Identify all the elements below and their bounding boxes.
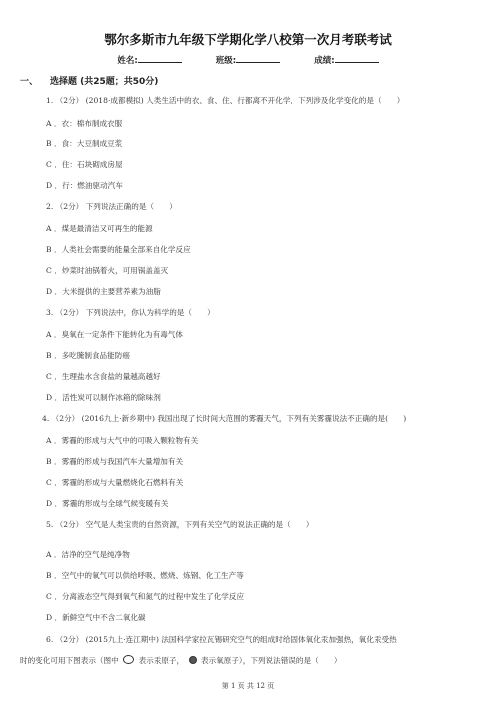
question-5-option-d: D ．新鲜空气中不含二氧化碳	[46, 613, 146, 622]
question-6-continuation	[20, 655, 341, 666]
question-4-option-d: D ．雾霾的形成与全球气候变暖有关	[46, 499, 169, 508]
document-title: 鄂尔多斯市九年级下学期化学八校第一次月考联考试	[104, 32, 392, 47]
name-blank	[138, 54, 182, 63]
question-6: 6. （2分） (2015九上·连江期中) 法国科学家拉瓦锡研究空气的组成时给固体氧化汞加强热，氧化汞受热	[46, 635, 397, 644]
class-label: 班级:	[215, 56, 237, 66]
name-label: 姓名:	[117, 56, 138, 66]
question-6-text-part2: 表示汞原子，	[138, 656, 185, 665]
question-1: 1. （2分） (2018·成都模拟) 人类生活中的衣、食、住、行都离不开化学．下列涉及化学变化的是（ ）	[46, 96, 405, 105]
question-5: 5. （2分） 空气是人类宝贵的自然资源，下列有关空气的说法正确的是（ ）	[46, 520, 314, 529]
question-3-option-a: A ．臭氧在一定条件下能转化为有毒气体	[46, 330, 183, 339]
question-3-option-d: D ．活性炭可以制作冰箱的除味剂	[46, 393, 161, 402]
page-footer: 第 1 页 共 12 页	[221, 682, 275, 690]
question-5-option-b: B ．空气中的氧气可以供给呼吸、燃烧、炼钢、化工生产等	[46, 571, 244, 580]
question-2-option-a: A ．煤是最清洁又可再生的能源	[46, 224, 153, 233]
question-4-option-c: C ．雾霾的形成与大量燃烧化石燃料有关	[46, 478, 184, 487]
question-2-option-d: D ．大米提供的主要营养素为油脂	[46, 287, 161, 296]
score-label: 成绩:	[314, 56, 335, 66]
question-1-option-a: A ．衣：棉布制成衣服	[46, 119, 123, 128]
name-field	[117, 54, 181, 66]
question-1-option-b: B ．食：大豆制成豆浆	[46, 139, 123, 148]
question-3: 3. （2分） 下列说法中，你认为科学的是（ ）	[46, 308, 215, 317]
question-1-option-d: D ．行：燃油驱动汽车	[46, 181, 123, 190]
mercury-atom-icon	[123, 655, 134, 664]
score-field	[314, 54, 378, 66]
section-title: 选择题 (共25题；共50分)	[50, 77, 159, 87]
question-3-option-b: B ．多吃腌制食品能防癌	[46, 351, 130, 360]
question-4-option-a: A ．雾霾的形成与大气中的可吸入颗粒物有关	[46, 436, 199, 445]
question-4-option-b: B ．雾霾的形成与我国汽车大量增加有关	[46, 457, 184, 466]
question-6-text-part3: 表示氧原子），下列说法错误的是（ ）	[200, 656, 342, 665]
class-field	[216, 54, 280, 66]
section-heading	[20, 74, 158, 87]
question-6-text-part1: 时的变化可用下图表示（图中	[20, 656, 119, 665]
student-info-row	[0, 54, 496, 66]
question-1-option-c: C ．住：石块砌成房屋	[46, 160, 123, 169]
question-3-option-c: C ．生理盐水含食盐的量越高越好	[46, 372, 161, 381]
class-blank	[236, 54, 280, 63]
oxygen-atom-icon	[189, 656, 197, 664]
score-blank	[335, 54, 379, 63]
section-number: 一、	[20, 77, 39, 87]
question-4: 4. （2分） (2016九上·新乡期中) 我国出现了长时间大范围的雾霾天气，下列有关雾霾说法不正确的是( )	[42, 414, 407, 423]
question-2-option-c: C ．炒菜时油锅着火，可用锅盖盖灭	[46, 266, 169, 275]
question-5-option-c: C ．分离液态空气得到氧气和氮气的过程中发生了化学反应	[46, 592, 245, 601]
question-2-option-b: B ．人类社会需要的能量全部来自化学反应	[46, 245, 191, 254]
question-2: 2. （2分） 下列说法正确的是（ ）	[46, 202, 177, 211]
question-5-option-a: A ．洁净的空气是纯净物	[46, 550, 130, 559]
